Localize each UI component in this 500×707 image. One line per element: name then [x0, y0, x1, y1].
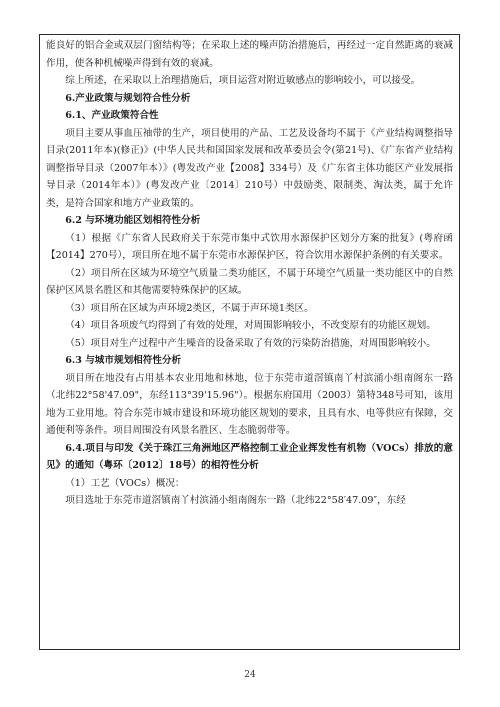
paragraph-industry-policy: 项目主要从事血压袖带的生产，项目使用的产品、工艺及设备均不属于《产业结构调整指导目录(2011年本)(修正)》(中华人民共和国国家发展和改革委员会令(第21号)、《广东省产业结构调整指导目录（2007年本）》(粤发改产业【2008】334号）及《广东省主体功能区产业发展指导目录（2014年本）》(粤发改产业〔2014〕210号）中鼓励类、限制类、淘汰类，属于允许类，是符合国家和地方产业政策的。: [46, 127, 453, 209]
paragraph-zone-1: （1）根据《广东省人民政府关于东莞市集中式饮用水源保护区划分方案的批复》(粤府函【2014】270号），项目所在地不属于东莞市水源保护区，符合饮用水源保护条例的有关要求。: [46, 232, 453, 261]
paragraph-noise-measures: 能良好的铝合金或双层门窗结构等；在采取上述的噪声防治措施后，再经过一定自然距离的衰减作用，使各种机械噪声得到有效的衰减。: [46, 40, 453, 69]
content-frame: [39, 34, 460, 650]
heading-section-6-1: 6.1、产业政策符合性: [65, 110, 159, 121]
paragraph-city-planning: 项目所在地没有占用基本农业用地和林地，位于东莞市道滘镇南丫村滨涌小组南阁东一路（北纬22°58'47.09"，东经113°39'15.96"）。根据东府国用（2003）第特348号可知，该用地为工业用地。符合东莞市城市建设和环境功能区规划的要求，且具有水、电等供应有保障，交通便利等条件。项目周围没有风景名胜区、生态脆弱带等。: [46, 372, 453, 436]
paragraph-noise-summary: 综上所述，在采取以上治理措施后，项目运营对附近敏感点的影响较小，可以接受。: [65, 75, 421, 86]
paragraph-zone-3: （3）项目所在区域为声环境2类区，不属于声环境1类区。: [65, 302, 314, 314]
paragraph-zone-5: （5）项目对生产过程中产生噪音的设备采取了有效的污染防治措施，对周围影响较小。: [65, 337, 436, 349]
heading-section-6-4: 6.4.项目与印发《关于珠江三角洲地区严格控制工业企业挥发性有机物（VOCs）排放的意见》的通知（粤环〔2012〕18号）的相符性分析: [46, 442, 453, 471]
heading-section-6: 6.产业政策与规划符合性分析: [65, 92, 191, 104]
paragraph-vocs-overview: （1）工艺（VOCs）概况：: [65, 477, 185, 489]
heading-section-6-3: 6.3 与城市规划相符性分析: [65, 355, 182, 366]
heading-section-6-2: 6.2 与环境功能区划相符性分析: [65, 215, 201, 226]
paragraph-zone-2: （2）项目所在区域为环境空气质量二类功能区，不属于环境空气质量一类功能区中的自然保护区风景名胜区和其他需要特殊保护的区域。: [46, 267, 453, 296]
paragraph-site-location: 项目选址于东莞市道滘镇南丫村滨涌小组南阁东一路（北纬22°58′47.09″，东经: [65, 495, 406, 506]
page-number: 24: [244, 670, 256, 680]
paragraph-zone-4: （4）项目各项废气均得到了有效的处理，对周围影响较小，不改变原有的功能区规划。: [65, 320, 436, 331]
